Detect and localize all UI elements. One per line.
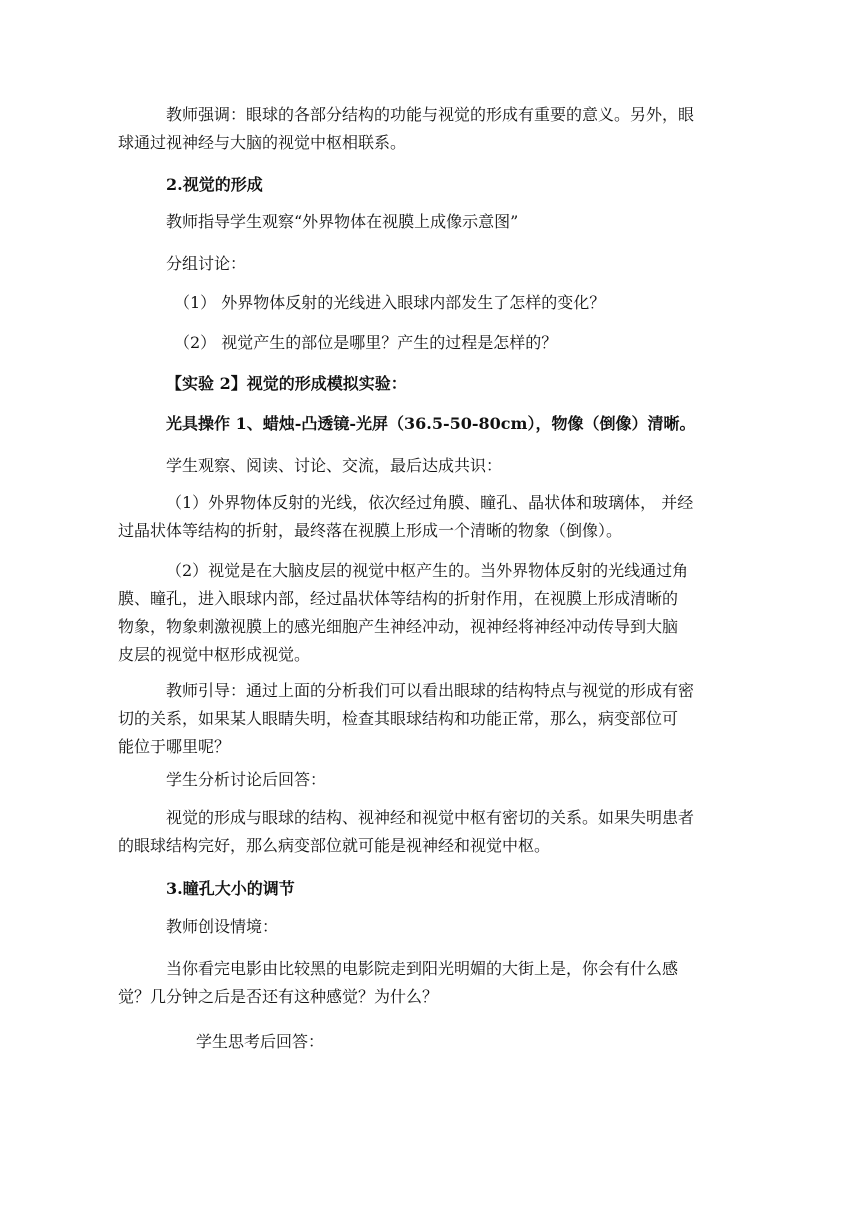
text-line: 切的关系，如果某人眼睛失明，检查其眼球结构和功能正常，那么，病变部位可 <box>118 709 679 728</box>
section-heading-2: 2.视觉的形成 <box>166 175 263 194</box>
text-line: 物象，物象刺激视膜上的感光细胞产生神经冲动，视神经将神经冲动传导到大脑 <box>118 617 679 636</box>
question-2: （2） 视觉产生的部位是哪里？产生的过程是怎样的？ <box>174 333 558 352</box>
consensus-item-2 <box>118 557 730 669</box>
text-line: 教师引导：通过上面的分析我们可以看出眼球的结构特点与视觉的形成有密 <box>166 681 695 700</box>
paragraph-student-think: 学生思考后回答： <box>196 1032 325 1051</box>
text-line: 当你看完电影由比较黑的电影院走到阳光明媚的大街上是，你会有什么感 <box>166 959 679 978</box>
paragraph-group-discussion: 分组讨论： <box>166 254 247 273</box>
text-line: （1）外界物体反射的光线，依次经过角膜、瞳孔、晶状体和玻璃体， 并经 <box>166 493 694 512</box>
experiment-title: 【实验 2】视觉的形成模拟实验： <box>166 374 407 393</box>
paragraph-observe-diagram: 教师指导学生观察“外界物体在视膜上成像示意图” <box>166 212 519 231</box>
experiment-line: 光具操作 1、蜡烛-凸透镜-光屏（36.5-50-80cm），物像（倒像）清晰。 <box>166 414 696 433</box>
paragraph-vision-relation <box>118 804 730 860</box>
paragraph-teacher-guidance <box>118 677 730 761</box>
text-line: 视觉的形成与眼球的结构、视神经和视觉中枢有密切的关系。如果失明患者 <box>166 808 695 827</box>
text-line: 球通过视神经与大脑的视觉中枢相联系。 <box>118 133 407 152</box>
text-line: 膜、瞳孔，进入眼球内部，经过晶状体等结构的折射作用，在视膜上形成清晰的 <box>118 589 679 608</box>
paragraph-teacher-scenario: 教师创设情境： <box>166 917 279 936</box>
section-heading-3: 3.瞳孔大小的调节 <box>166 879 295 898</box>
text-line: 皮层的视觉中枢形成视觉。 <box>118 645 311 664</box>
question-1: （1） 外界物体反射的光线进入眼球内部发生了怎样的变化？ <box>174 293 606 312</box>
text-line: 能位于哪里呢？ <box>118 737 231 756</box>
paragraph-consensus: 学生观察、阅读、讨论、交流，最后达成共识： <box>166 456 503 475</box>
text-line: （2）视觉是在大脑皮层的视觉中枢产生的。当外界物体反射的光线通过角 <box>166 561 689 580</box>
text-line: 教师强调：眼球的各部分结构的功能与视觉的形成有重要的意义。另外，眼 <box>166 105 695 124</box>
paragraph-teacher-emphasis <box>118 101 730 157</box>
text-line: 觉？几分钟之后是否还有这种感觉？为什么？ <box>118 987 439 1006</box>
paragraph-scenario-question <box>118 955 730 1011</box>
paragraph-student-answer: 学生分析讨论后回答： <box>166 770 327 789</box>
text-line: 过晶状体等结构的折射，最终落在视膜上形成一个清晰的物象（倒像）。 <box>118 521 623 540</box>
text-line: 的眼球结构完好，那么病变部位就可能是视神经和视觉中枢。 <box>118 836 551 855</box>
consensus-item-1 <box>118 489 730 545</box>
